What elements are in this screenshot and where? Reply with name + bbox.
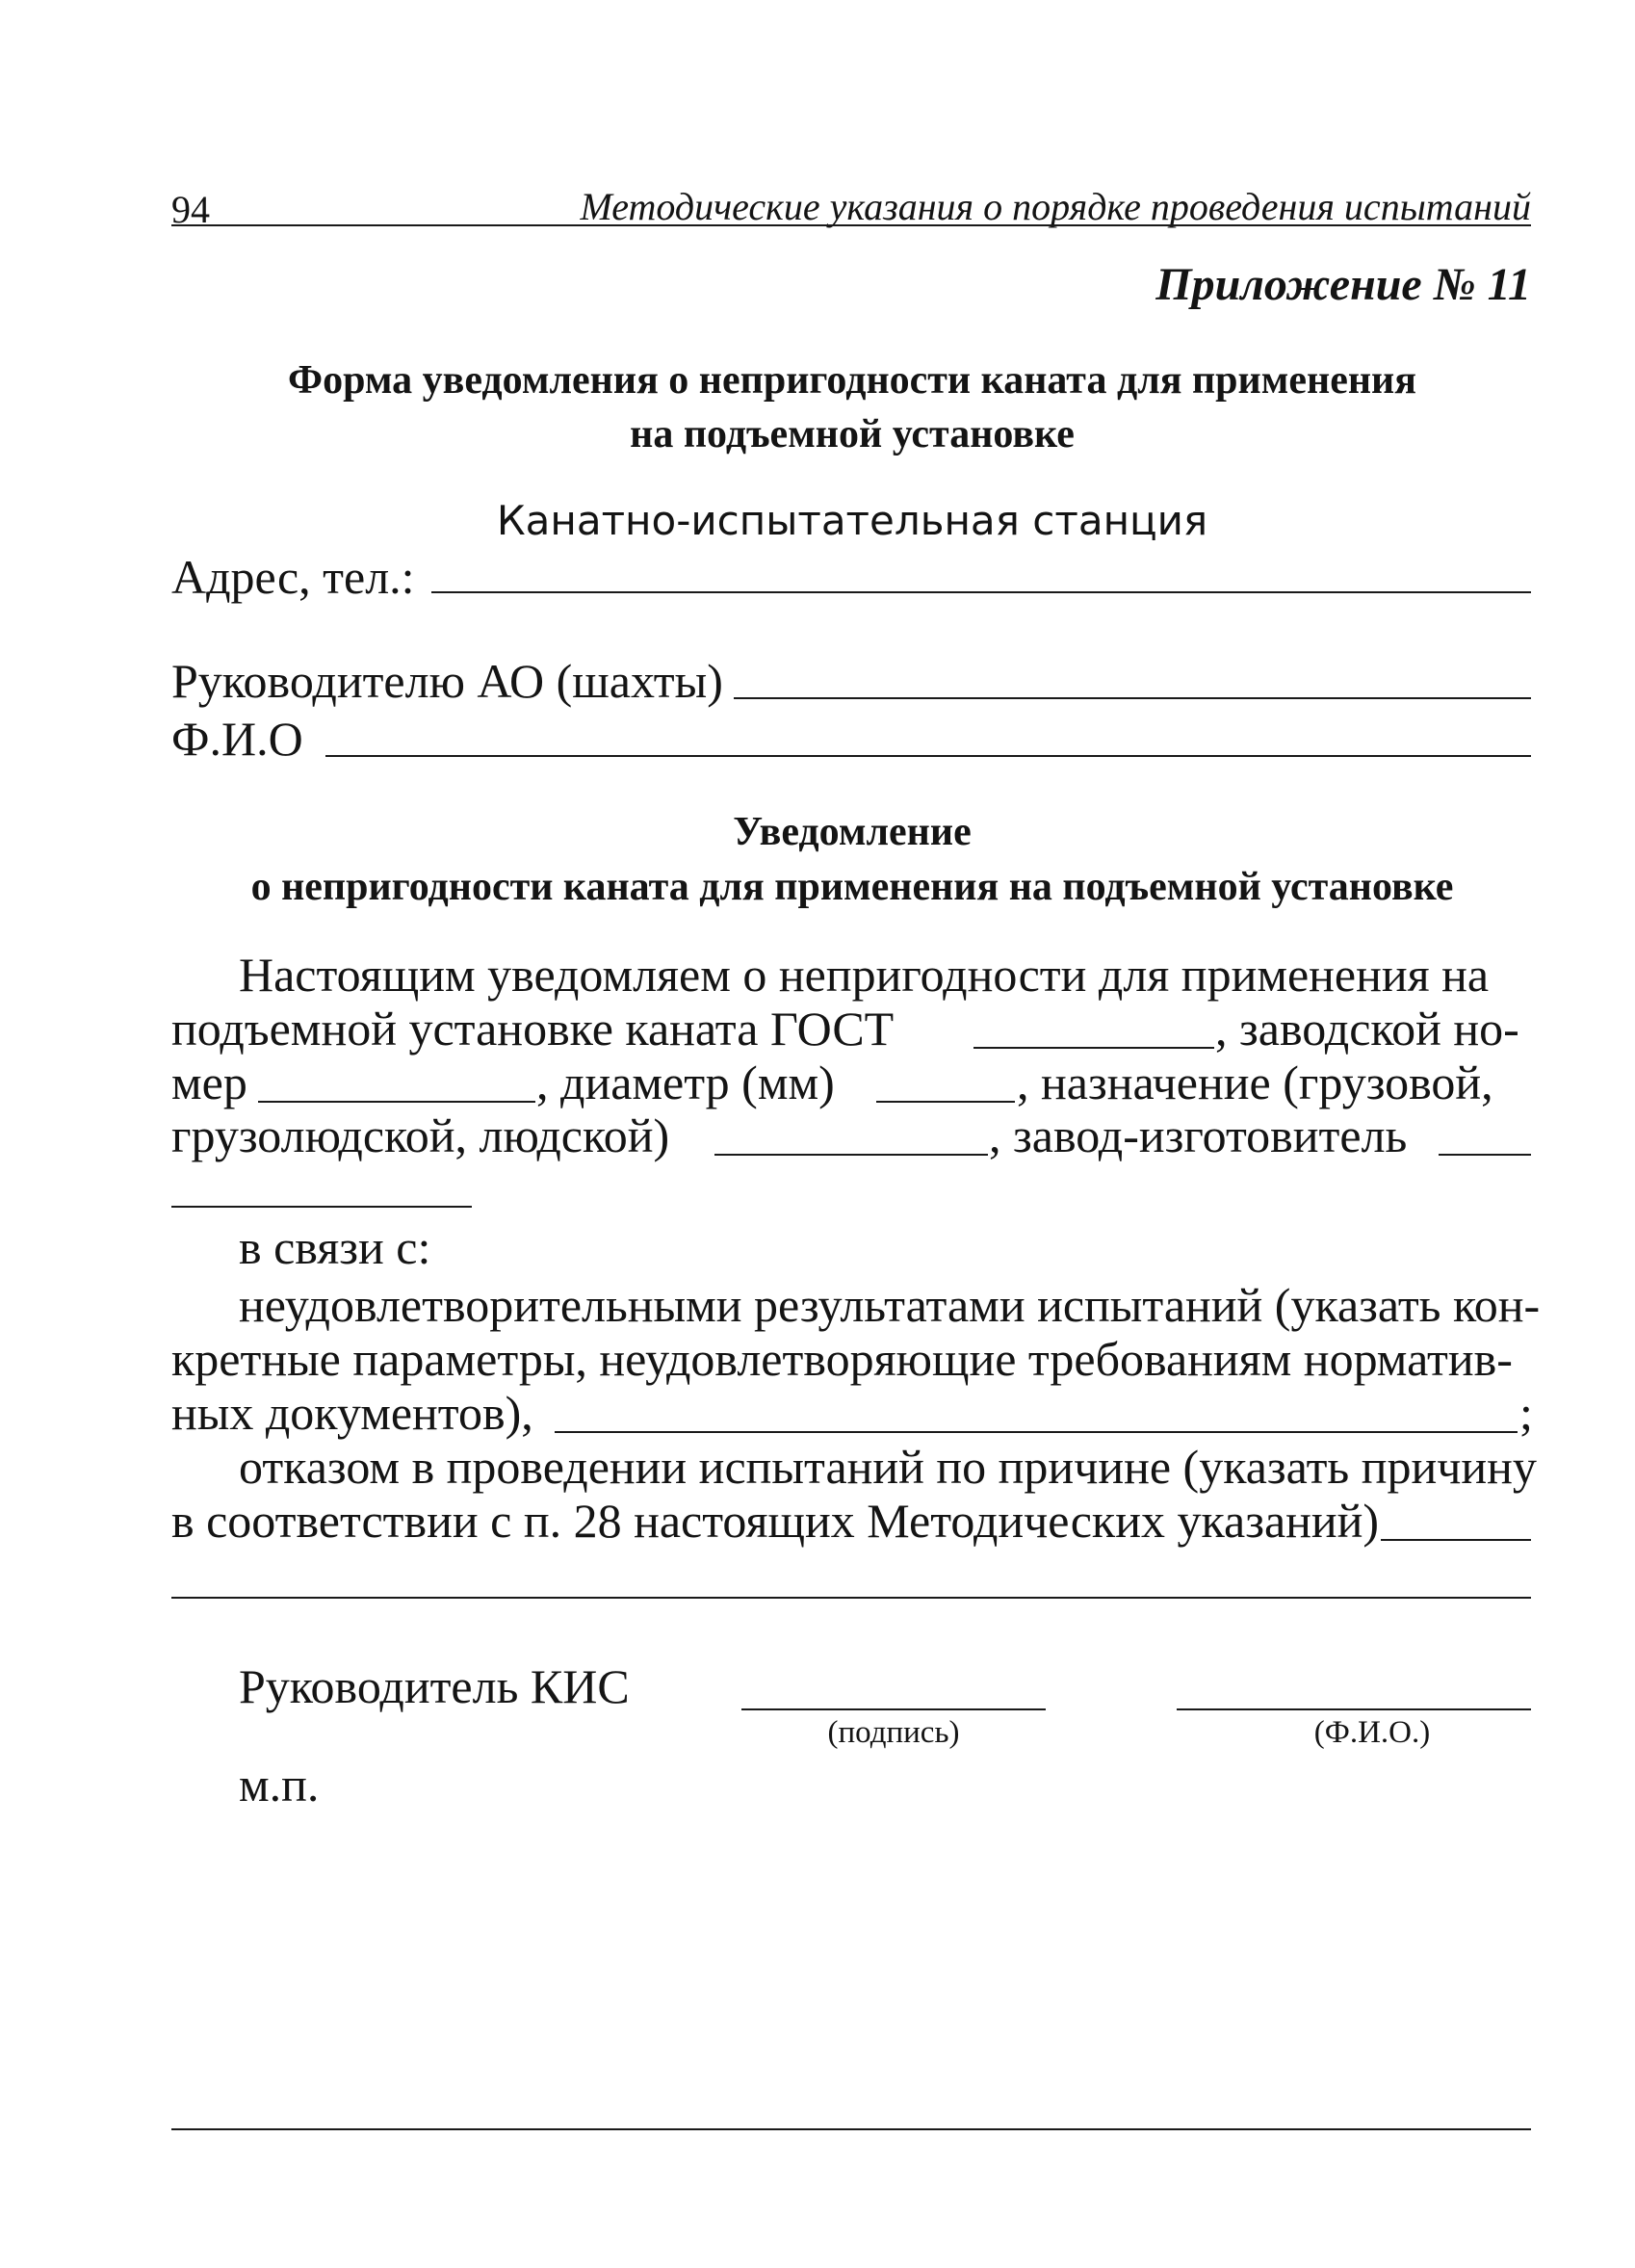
- notice-title-line1: Уведомление: [733, 810, 972, 854]
- purpose-field[interactable]: [714, 1154, 988, 1156]
- form-title-line1: Форма уведомления о непригодности каната для применения: [288, 358, 1416, 403]
- appendix-label: Приложение № 11: [1155, 259, 1531, 310]
- station-name: Канатно-испытательная станция: [496, 497, 1208, 544]
- notice-title-line2: о непригодности каната для применения на подъемной установке: [250, 865, 1454, 909]
- address-label: Адрес, тел.:: [171, 550, 415, 604]
- refusal-reason-field-a[interactable]: [1381, 1539, 1531, 1541]
- form-title-line2: на подъемной установке: [630, 412, 1075, 456]
- address-field[interactable]: [431, 591, 1531, 593]
- reason-intro: в связи с:: [239, 1220, 431, 1274]
- body-p1-line1: Настоящим уведомляем о непригодности для применения на: [239, 948, 1490, 1002]
- recipient-head-field[interactable]: [734, 697, 1531, 699]
- body-p1-line3b: , диаметр (мм): [536, 1056, 835, 1109]
- reason2-line2: в соответствии с п. 28 настоящих Методических указаний): [171, 1494, 1380, 1548]
- signature-name-field[interactable]: [1177, 1708, 1531, 1710]
- signature-role: Руководитель КИС: [239, 1659, 630, 1713]
- diameter-field[interactable]: [876, 1101, 1015, 1103]
- recipient-fio-field[interactable]: [325, 755, 1531, 757]
- reason2-line1: отказом в проведении испытаний по причине (указать причину: [239, 1440, 1537, 1494]
- manufacturer-field-a[interactable]: [1439, 1154, 1531, 1156]
- body-p1-line2b: , заводской но-: [1215, 1002, 1519, 1056]
- running-title: Методические указания о порядке проведения испытаний: [580, 185, 1531, 228]
- reason1-end: ;: [1519, 1386, 1533, 1440]
- signature-field[interactable]: [741, 1708, 1046, 1710]
- body-p1-line4a: грузолюдской, людской): [171, 1108, 670, 1162]
- header-rule: [171, 224, 1531, 226]
- manufacturer-field-b[interactable]: [171, 1206, 472, 1208]
- footer-rule: [171, 2128, 1531, 2130]
- reason1-line1: неудовлетворительными результатами испытаний (указать кон-: [239, 1278, 1541, 1332]
- signature-caption: (подпись): [827, 1715, 960, 1750]
- reason1-line2: кретные параметры, неудовлетворяющие требованиям норматив-: [171, 1332, 1513, 1386]
- body-p1-line3a: мер: [171, 1056, 247, 1109]
- gost-field[interactable]: [973, 1047, 1214, 1049]
- reason1-line3: ных документов),: [171, 1386, 533, 1440]
- page-number: 94: [171, 188, 210, 231]
- body-p1-line4b: , завод-изготовитель: [989, 1108, 1408, 1162]
- name-caption: (Ф.И.О.): [1313, 1715, 1431, 1750]
- recipient-head-label: Руководителю АО (шахты): [171, 654, 723, 708]
- test-results-field[interactable]: [555, 1431, 1518, 1433]
- body-p1-line2a: подъемной установке каната ГОСТ: [171, 1002, 895, 1056]
- body-p1-line3c: , назначение (грузовой,: [1017, 1056, 1493, 1109]
- recipient-fio-label: Ф.И.О: [171, 712, 303, 766]
- factory-number-field[interactable]: [258, 1101, 535, 1103]
- stamp-label: м.п.: [239, 1758, 320, 1812]
- refusal-reason-field-b[interactable]: [171, 1597, 1531, 1599]
